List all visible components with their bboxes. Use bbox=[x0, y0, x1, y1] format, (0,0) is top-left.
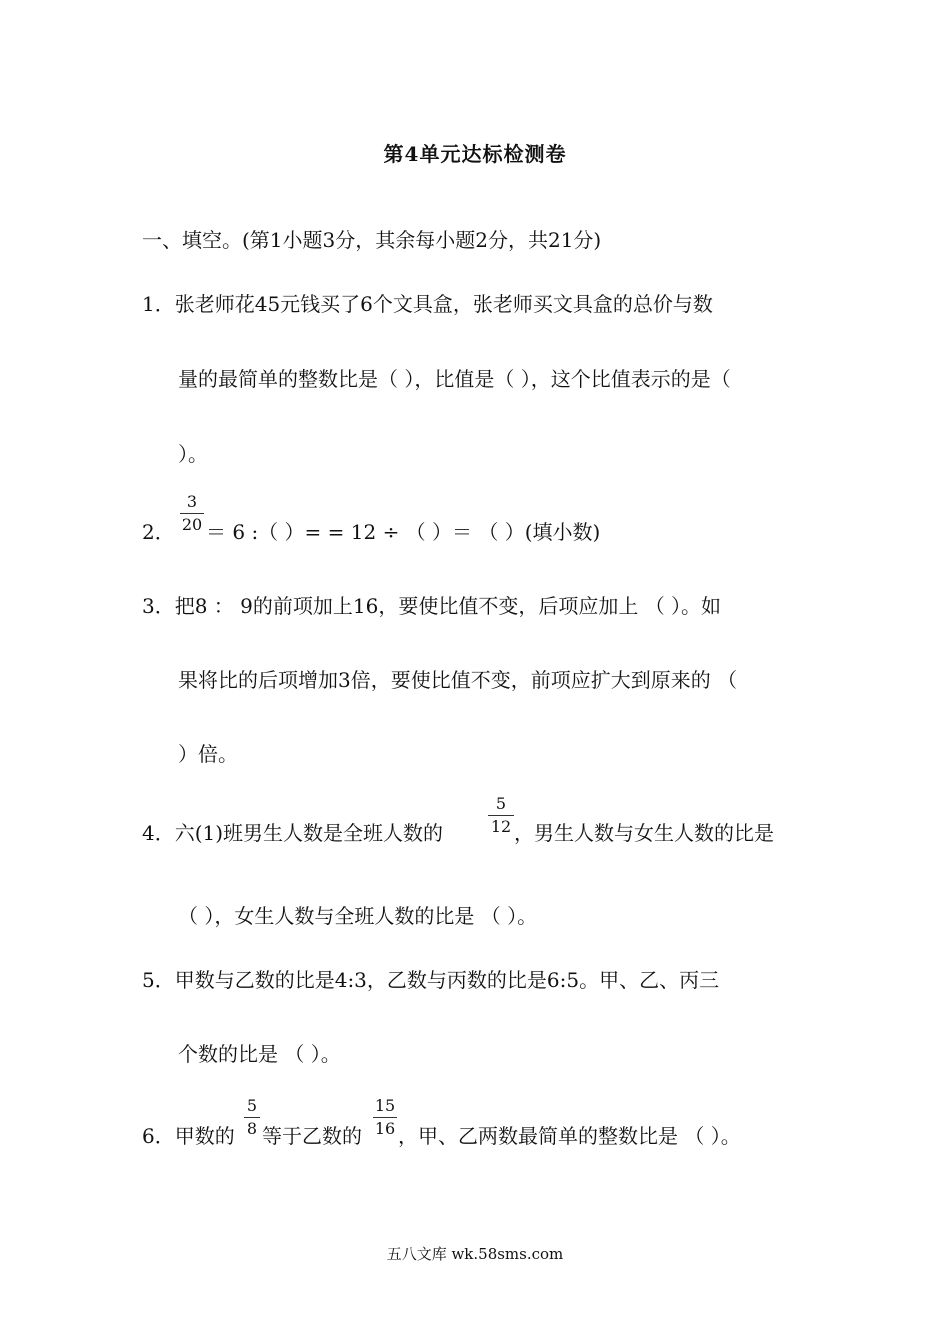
fraction-bar bbox=[373, 1117, 397, 1118]
q4-after: ，男生人数与女生人数的比是 bbox=[514, 821, 774, 845]
q2-fraction bbox=[180, 492, 204, 535]
q1-line3: ）。 bbox=[178, 442, 208, 466]
q6-part2: 等于乙数的 bbox=[262, 1124, 362, 1148]
q5-line2: 个数的比是 （ ）。 bbox=[178, 1042, 341, 1066]
q3-line2: 果将比的后项增加3倍，要使比值不变，前项应扩大到原来的 （ bbox=[178, 668, 738, 692]
q6-fraction-2 bbox=[373, 1096, 397, 1139]
q4-frac-denominator: 12 bbox=[490, 817, 512, 836]
fraction-bar bbox=[244, 1117, 260, 1118]
q4-fraction bbox=[488, 794, 514, 837]
q2-rest: ＝ 6 :（ ）= = 12 ÷ （ ）＝ （ ）(填小数) bbox=[206, 520, 601, 544]
q4-line2: （ ），女生人数与全班人数的比是 （ ）。 bbox=[178, 904, 538, 928]
q2-frac-numerator: 3 bbox=[186, 492, 198, 511]
q3-line1: 3．把8 ： 9的前项加上16，要使比值不变，后项应加上 （ ）。如 bbox=[142, 594, 722, 618]
fraction-bar bbox=[488, 815, 514, 816]
q4-before: 4．六(1)班男生人数是全班人数的 bbox=[142, 821, 444, 845]
q6-part1: 6．甲数的 bbox=[142, 1124, 235, 1148]
q6-fraction-1 bbox=[244, 1096, 260, 1139]
page-title: 第4单元达标检测卷 bbox=[383, 142, 567, 166]
q6-part3: ，甲、乙两数最简单的整数比是 （ ）。 bbox=[398, 1124, 741, 1148]
q2-number: 2． bbox=[142, 520, 175, 544]
q5-line1: 5．甲数与乙数的比是4:3，乙数与丙数的比是6:5。甲、乙、丙三 bbox=[142, 968, 720, 992]
section-heading: 一、填空。(第1小题3分，其余每小题2分，共21分) bbox=[142, 228, 602, 252]
footer-watermark: 五八文库 wk.58sms.com bbox=[386, 1245, 564, 1263]
q1-line1: 1．张老师花45元钱买了6个文具盒，张老师买文具盒的总价与数 bbox=[142, 292, 713, 316]
q6-frac2-numerator: 15 bbox=[374, 1096, 396, 1115]
q6-frac1-denominator: 8 bbox=[246, 1119, 258, 1138]
q6-frac1-numerator: 5 bbox=[246, 1096, 258, 1115]
fraction-bar bbox=[180, 513, 204, 514]
q4-frac-numerator: 5 bbox=[495, 794, 507, 813]
q3-line3: ）倍。 bbox=[178, 742, 238, 766]
q6-frac2-denominator: 16 bbox=[374, 1119, 396, 1138]
q2-frac-denominator: 20 bbox=[181, 515, 203, 534]
q1-line2: 量的最简单的整数比是（ ），比值是（ ），这个比值表示的是（ bbox=[178, 367, 731, 391]
